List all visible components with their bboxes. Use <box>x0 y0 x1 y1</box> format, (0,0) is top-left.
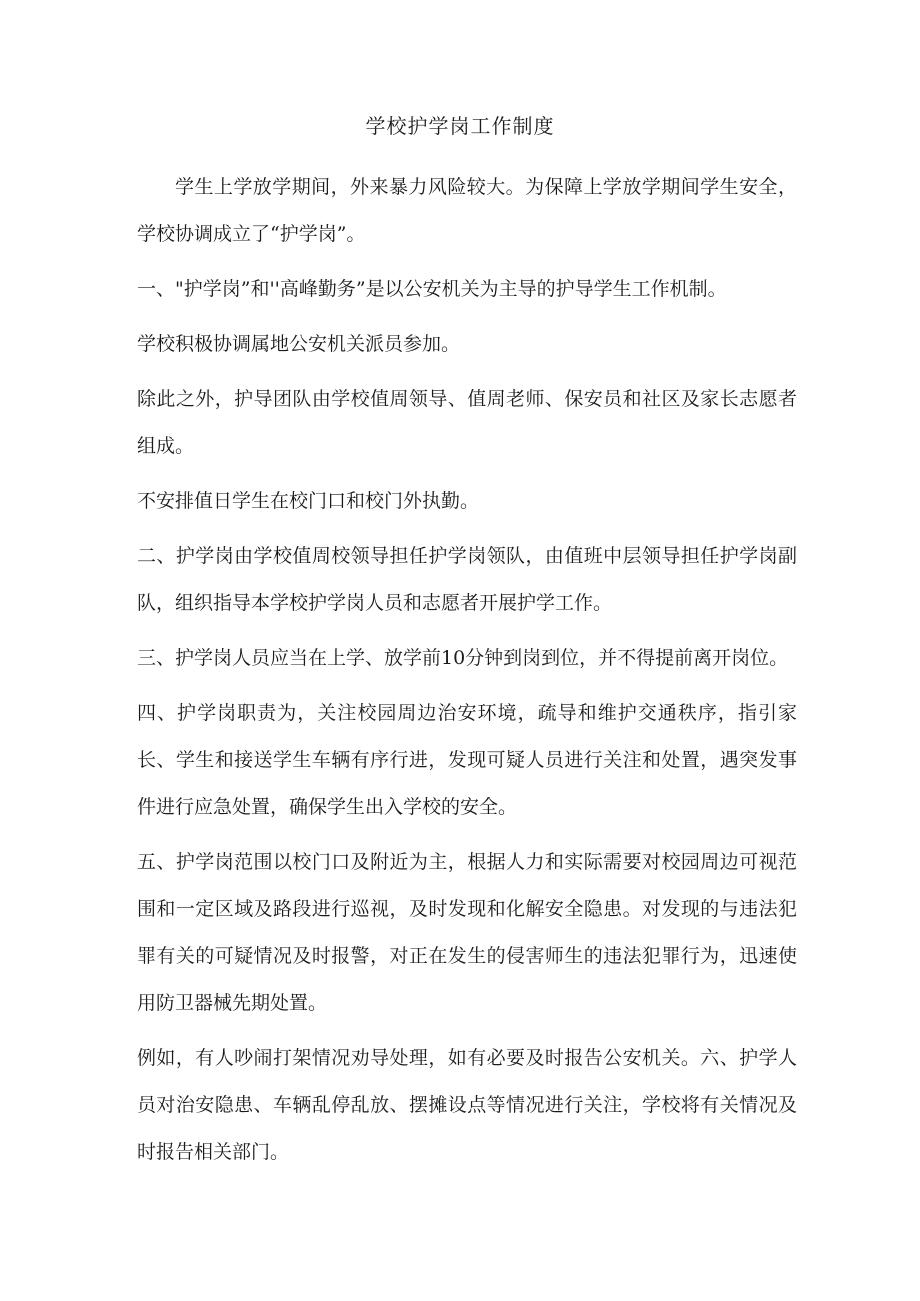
paragraph-item-3: 三、护学岗人员应当在上学、放学前10分钟到岗到位，并不得提前离开岗位。 <box>137 647 789 669</box>
document-body <box>137 164 797 1184</box>
paragraph-item-1-students: 不安排值日学生在校门口和校门外执勤。 <box>137 490 480 512</box>
paragraph-intro: 学生上学放学期间，外来暴力风险较大。为保障上学放学期间学生安全，学校协调成立了“护学岗”。 <box>137 176 797 245</box>
paragraph-item-1: 一、"护学岗”和''高峰勤务”是以公安机关为主导的护导学生工作机制。 <box>137 278 727 300</box>
document-title: 学校护学岗工作制度 <box>365 114 555 138</box>
paragraph-item-1-team: 除此之外，护导团队由学校值周领导、值周老师、保安员和社区及家长志愿者组成。 <box>137 388 797 457</box>
paragraph-item-2: 二、护学岗由学校值周校领导担任护学岗领队，由值班中层领导担任护学岗副队，组织指导本学校护学岗人员和志愿者开展护学工作。 <box>137 545 797 614</box>
paragraph-item-5: 五、护学岗范围以校门口及附近为主，根据人力和实际需要对校园周边可视范围和一定区域及路段进行巡视，及时发现和化解安全隐患。对发现的与违法犯罪有关的可疑情况及时报警，对正在发生的侵害师生的违法犯罪行为，迅速使用防卫器械先期处置。 <box>137 851 797 1014</box>
paragraph-item-1-police: 学校积极协调属地公安机关派员参加。 <box>137 333 461 355</box>
paragraph-item-5-example: 例如，有人吵闹打架情况劝导处理，如有必要及时报告公安机关。六、护学人员对治安隐患、车辆乱停乱放、摆摊设点等情况进行关注，学校将有关情况及时报告相关部门。 <box>137 1047 797 1163</box>
paragraph-item-4: 四、护学岗职责为，关注校园周边治安环境，疏导和维护交通秩序，指引家长、学生和接送学生车辆有序行进，发现可疑人员进行关注和处置，遇突发事件进行应急处置，确保学生出入学校的安全。 <box>137 702 797 818</box>
